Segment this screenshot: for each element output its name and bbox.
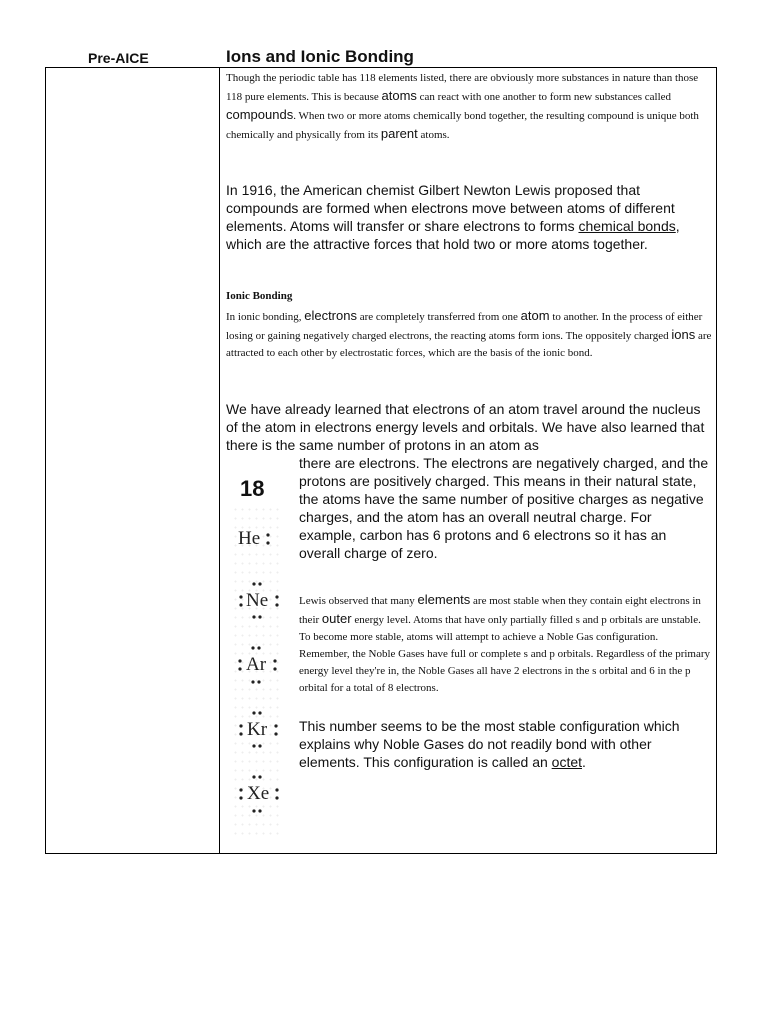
course-label: Pre-AICE (88, 50, 149, 66)
symbol-ne: Ne (246, 590, 269, 611)
section-heading-ionic-bonding: Ionic Bonding (226, 290, 293, 302)
symbol-ar: Ar (246, 654, 267, 675)
symbol-kr: Kr (247, 719, 268, 740)
octet-link[interactable]: octet (551, 754, 583, 770)
mass-number: 18 (240, 476, 265, 501)
page-title: Ions and Ionic Bonding (226, 47, 414, 66)
electrons-paragraph: We have already learned that electrons of an atom travel around the nucleus of the atom in electrons energy levels and orbitals. We have also learned that there is the same number of protons in an atom as (226, 401, 705, 453)
lewis-paragraph: In 1916, the American chemist Gilbert Newton Lewis proposed that compounds are formed when electrons move between atoms of different elements. Atoms will transfer or share electrons to forms chemical bonds, which are the attractive forces that hold two or more atoms together. (226, 182, 680, 252)
octet-paragraph: Lewis observed that many elements are most stable when they contain eight electrons in their outer energy level. Atoms that have only partially filled s and p orbitals are unstable. To become more stable, atoms will attempt to achieve a Noble Gas configuration. Remember, the Noble Gases have full or complete s and p orbitals. Regardless of the primary energy level they're in, the Noble Gases all have 2 electrons in the s orbital and 6 in the p orbital for a total of 8 electrons. (299, 592, 711, 694)
symbol-he: He (238, 528, 261, 549)
chemical-bonds-link[interactable]: chemical bonds (578, 218, 676, 234)
charge-paragraph: there are electrons. The electrons are negatively charged, and the protons are positively charged. This means in their natural state, the atoms have the same number of positive charges as negative charges, and the atom has an overall neutral charge. For example, carbon has 6 protons and 6 electrons so it has an overall charge of zero. (299, 455, 709, 561)
symbol-xe: Xe (247, 783, 270, 804)
ionic-bonding-paragraph: In ionic bonding, electrons are completely transferred from one atom to another. In the process of either losing or gaining negatively charged electrons, the reacting atoms form ions. The oppositely charged ions are attracted to each other by electrostatic forces, which are the basis of the ionic bond. (226, 308, 712, 359)
column-divider (219, 67, 220, 854)
stable-config-paragraph: This number seems to be the most stable configuration which explains why Noble Gases do not readily bond with other elements. This configuration is called an octet. (299, 718, 680, 770)
intro-paragraph: Though the periodic table has 118 elements listed, there are obviously more substances in nature than those 118 pure elements. This is because atoms can react with one another to form new substances called compounds. When two or more atoms chemically bond together, the resulting compound is unique both chemically and physically from its parent atoms. (226, 72, 699, 141)
